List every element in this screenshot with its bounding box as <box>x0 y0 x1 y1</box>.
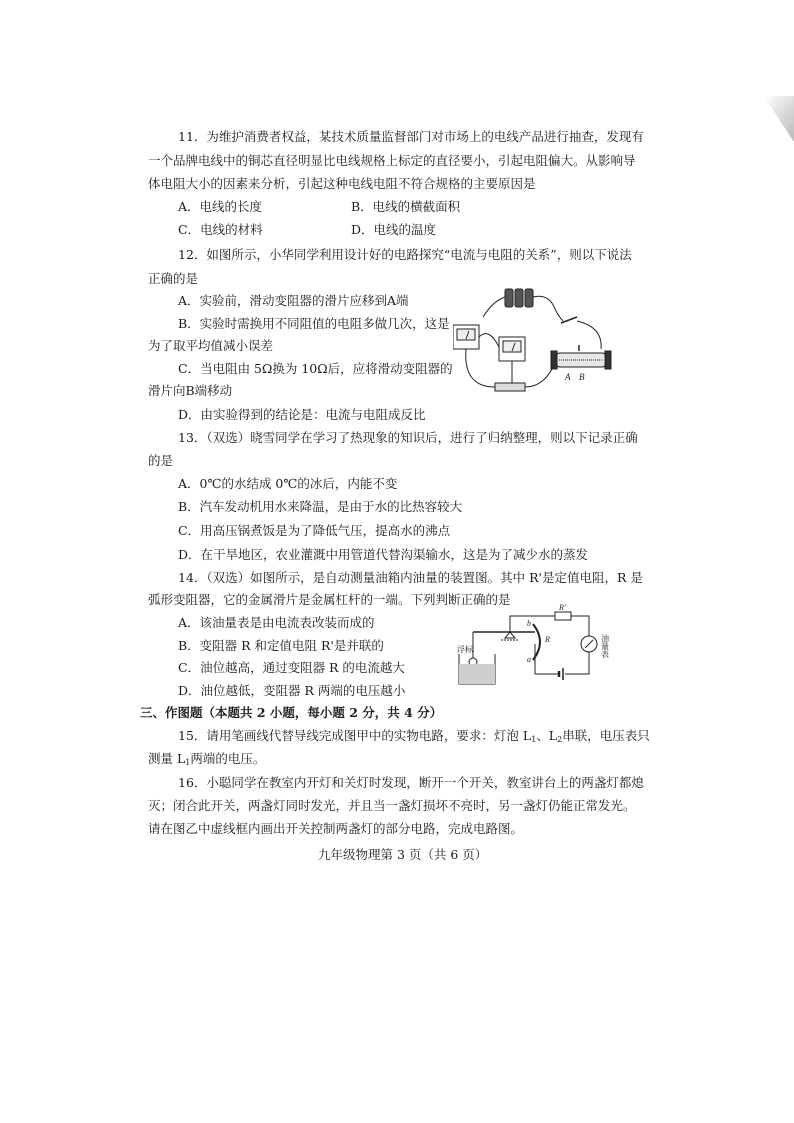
q13-option-a: A．0℃的水结成 0℃的冰后，内能不变 <box>178 476 398 491</box>
q16-line-3: 请在图乙中虚线框内画出开关控制两盏灯的部分电路，完成电路图。 <box>148 821 524 836</box>
q15-text-e: 两端的电压。 <box>190 751 266 766</box>
switch <box>561 317 577 323</box>
q12-option-b-line-1: B．实验时需换用不同阻值的电阻多做几次，这是 <box>178 316 450 331</box>
q13-option-d: D．在干旱地区，农业灌溉中用管道代替沟渠输水，这是为了减少水的蒸发 <box>178 547 589 562</box>
q11-option-b: B．电线的横截面积 <box>351 199 461 214</box>
page-corner-shadow <box>764 96 794 142</box>
fig12-label-b: B <box>579 372 585 382</box>
q12-option-a: A．实验前，滑动变阻器的滑片应移到A端 <box>178 293 409 308</box>
fig14-label-r1: R' <box>559 604 566 612</box>
q15-sub-2: 2 <box>557 735 563 744</box>
q14-option-d: D．油位越低，变阻器 R 两端的电压越小 <box>178 683 406 698</box>
q11-line-2: 一个品牌电线中的铜芯直径明显比电线规格上标定的直径要小，引起电阻偏大。从影响导 <box>148 153 636 168</box>
battery-cell <box>525 289 533 307</box>
q11-line-1: 11．为维护消费者权益，某技术质量监督部门对市场上的电线产品进行抽查，发现有 <box>178 129 644 144</box>
arc-rheostat <box>533 624 540 660</box>
q14-option-c: C．油位越高，通过变阻器 R 的电流越大 <box>178 660 405 675</box>
fixed-resistor-r1 <box>555 612 571 620</box>
q13-option-b: B．汽车发动机用水来降温，是由于水的比热容较大 <box>178 499 463 514</box>
fig14-label-r: R <box>545 635 550 644</box>
q14-line-2: 弧形变阻器，它的金属滑片是金属杠杆的一端。下列判断正确的是 <box>148 592 511 607</box>
q15-line-1 <box>178 727 650 749</box>
q11-option-a: A．电线的长度 <box>178 199 263 214</box>
battery-cell <box>505 289 513 307</box>
q15-text-a: 15．请用笔画线代替导线完成图甲中的实物电路，要求：灯泡 L <box>178 728 532 743</box>
fig14-label-float: 浮标 <box>457 645 473 654</box>
fig14-label-a: a <box>527 655 531 664</box>
q14-option-b: B．变阻器 R 和定值电阻 R'是并联的 <box>178 638 384 653</box>
fig12-label-a: A <box>565 372 571 382</box>
q12-option-d: D．由实验得到的结论是：电流与电阻成反比 <box>178 407 426 422</box>
q11-option-c: C．电线的材料 <box>178 222 263 237</box>
q12-circuit-figure <box>453 287 623 403</box>
q16-line-1: 16．小聪同学在教室内开灯和关灯时发现，断开一个开关，教室讲台上的两盏灯都熄 <box>178 775 644 790</box>
q11-option-d: D．电线的温度 <box>351 222 437 237</box>
q12-line-2: 正确的是 <box>148 271 199 286</box>
page-footer: 九年级物理第 3 页（共 6 页） <box>318 847 488 862</box>
battery-cell <box>515 289 523 307</box>
q11-line-3: 体电阻大小的因素来分析，引起这种电线电阻不符合规格的主要原因是 <box>148 176 536 191</box>
q15-sub-3: 1 <box>185 758 191 767</box>
q15-sub-1: 1 <box>531 735 537 744</box>
q16-line-2: 灭；闭合此开关，两盏灯同时发光，并且当一盏灯损坏不亮时，另一盏灯仍能正常发光。 <box>148 798 636 813</box>
q12-option-c-line-2: 滑片向B端移动 <box>148 383 233 398</box>
fig14-label-meter: 油量表 <box>600 634 610 658</box>
q14-line-1: 14．（双选）如图所示，是自动测量油箱内油量的装置图。其中 R'是定值电阻，R 是 <box>178 570 643 585</box>
q15-text-d: 测量 L <box>148 751 186 766</box>
q15-text-c: 串联，电压表只 <box>562 728 650 743</box>
q13-line-1: 13．（双选）晓雪同学在学习了热现象的知识后，进行了归纳整理，则以下记录正确 <box>178 430 638 445</box>
q12-option-c-line-1: C．当电阻由 5Ω换为 10Ω后，应将滑动变阻器的 <box>178 361 453 376</box>
section-3-heading: 三、作图题（本题共 2 小题，每小题 2 分，共 4 分） <box>140 705 443 720</box>
fixed-resistor <box>495 383 525 391</box>
q12-line-1: 12．如图所示，小华同学利用设计好的电路探究“电流与电阻的关系”，则以下说法 <box>178 247 632 262</box>
q13-option-c: C．用高压锅煮饭是为了降低气压，提高水的沸点 <box>178 523 451 538</box>
q14-option-a: A．该油量表是由电流表改装而成的 <box>178 615 375 630</box>
q15-text-b: 、L <box>536 728 558 743</box>
q15-line-2 <box>148 750 265 772</box>
fig14-label-b: b <box>527 619 531 628</box>
q14-oil-gauge-figure <box>455 604 620 686</box>
q12-option-b-line-2: 为了取平均值减小误差 <box>148 338 274 353</box>
q13-line-2: 的是 <box>148 453 174 468</box>
